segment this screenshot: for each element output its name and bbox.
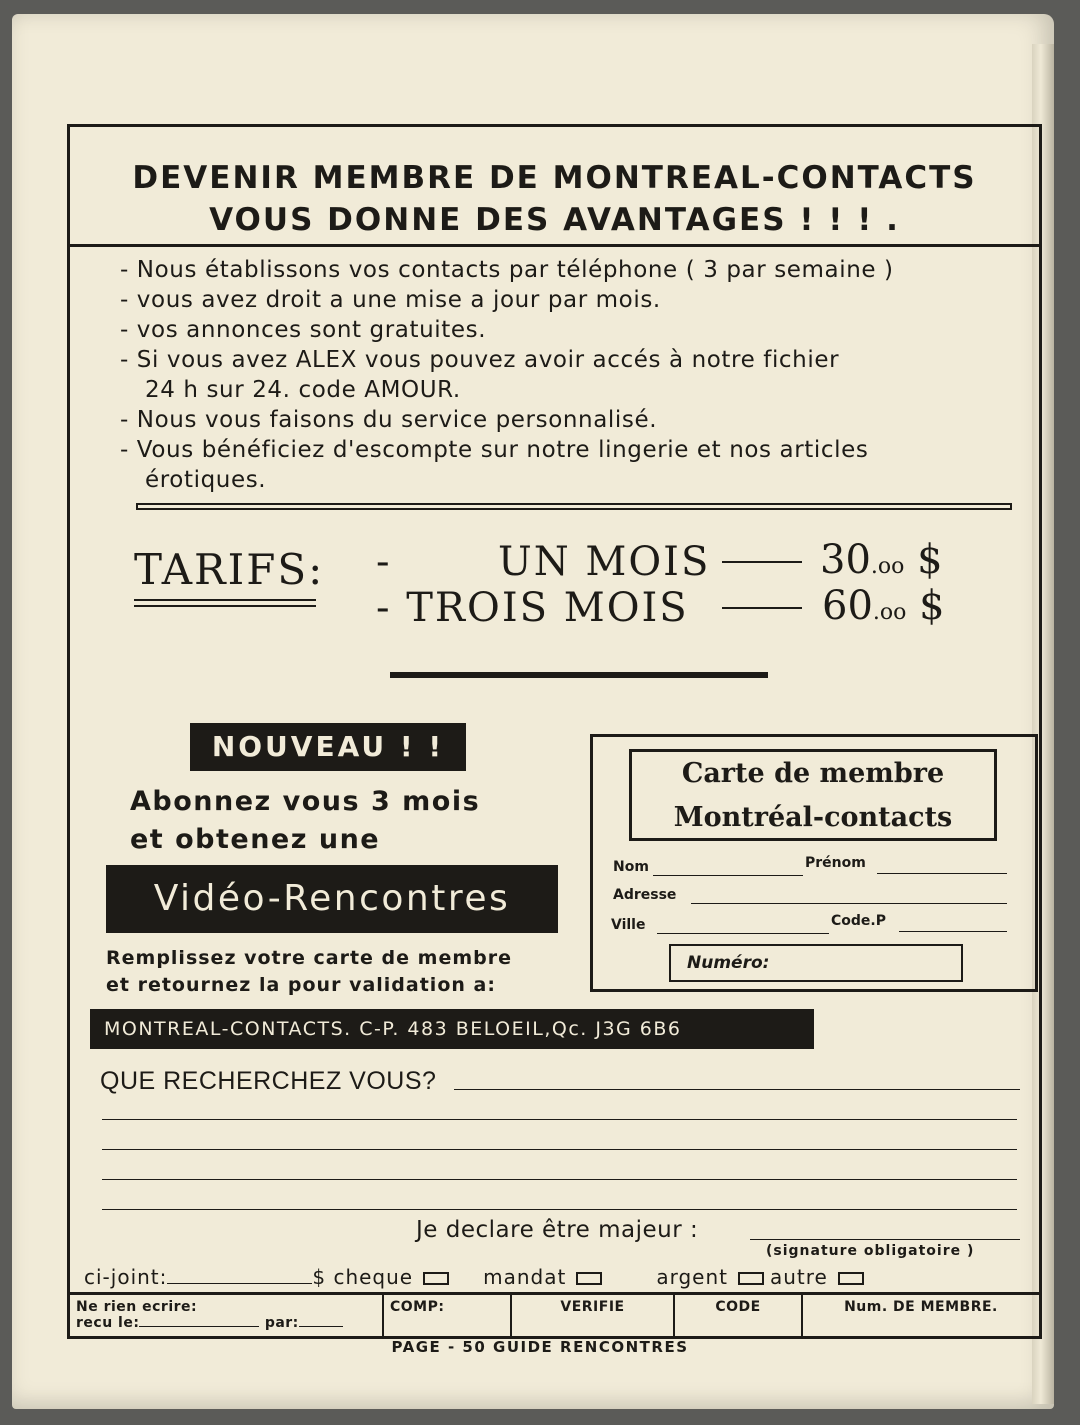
promo-line-1: Abonnez vous 3 mois — [130, 786, 481, 817]
header-line-2: VOUS DONNE DES AVANTAGES ! ! ! . — [209, 202, 900, 238]
tarif-leader-line — [722, 607, 802, 609]
comp-cell: COMP: — [384, 1295, 512, 1339]
video-rencontres-banner: Vidéo-Rencontres — [106, 865, 558, 933]
mandat-label: mandat — [483, 1265, 567, 1289]
instructions-line-1: Remplissez votre carte de membre — [106, 947, 512, 969]
header-line-1: DEVENIR MEMBRE DE MONTREAL-CONTACTS — [132, 160, 977, 196]
numero-field[interactable]: Numéro: — [669, 944, 963, 982]
answer-line[interactable] — [102, 1179, 1017, 1180]
par-label: par: — [264, 1315, 299, 1331]
ville-label: Ville — [611, 917, 646, 933]
recu-input-line[interactable] — [139, 1326, 259, 1327]
card-title-line-2: Montréal-contacts — [673, 802, 953, 833]
declaration-label: Je declare être majeur : — [416, 1217, 699, 1243]
benefits-list — [120, 255, 1030, 495]
tarif-leader-line — [722, 561, 802, 563]
answer-line[interactable] — [102, 1209, 1017, 1210]
magazine-page — [12, 14, 1054, 1409]
member-number-cell: Num. DE MEMBRE. — [844, 1299, 998, 1315]
mandat-checkbox[interactable] — [576, 1272, 602, 1285]
adresse-label: Adresse — [613, 887, 677, 903]
par-input-line[interactable] — [299, 1326, 343, 1327]
page-footer: PAGE - 50 GUIDE RENCONTRES — [391, 1338, 689, 1356]
office-use-table — [70, 1292, 1039, 1339]
price-cents: .oo — [872, 600, 907, 625]
question-label: QUE RECHERCHEZ VOUS? — [100, 1067, 437, 1095]
amount-input-line[interactable] — [167, 1269, 312, 1284]
prenom-label: Prénom — [805, 855, 866, 871]
price-three-months — [822, 583, 945, 629]
benefit-item: - vos annonces sont gratuites. — [120, 317, 487, 343]
adresse-input-line[interactable] — [691, 903, 1007, 904]
price-amount: 60 — [822, 583, 873, 629]
membership-card — [590, 734, 1038, 992]
autre-label: autre — [769, 1265, 828, 1289]
answer-line[interactable] — [102, 1119, 1017, 1120]
verifie-cell: VERIFIE — [512, 1295, 675, 1339]
ne-rien-label: Ne rien ecrire: — [76, 1299, 198, 1315]
benefit-item-continued: érotiques. — [145, 467, 267, 493]
cheque-checkbox[interactable] — [423, 1272, 449, 1285]
answer-line[interactable] — [102, 1149, 1017, 1150]
nom-label: Nom — [613, 859, 649, 875]
promo-text — [130, 783, 480, 859]
benefit-item: - Nous établissons vos contacts par téléphone ( 3 par semaine ) — [120, 257, 894, 283]
benefit-item: - Nous vous faisons du service personnalisé. — [120, 407, 658, 433]
tarif-dash-1: - — [376, 539, 392, 585]
nom-input-line[interactable] — [653, 875, 803, 876]
card-title-line-1: Carte de membre — [681, 758, 945, 789]
benefit-item-continued: 24 h sur 24. code AMOUR. — [145, 377, 461, 403]
signature-note: (signature obligatoire ) — [766, 1243, 975, 1259]
instructions-line-2: et retournez la pour validation a: — [106, 974, 496, 996]
benefit-item: - Vous bénéficiez d'escompte sur notre lingerie et nos articles — [120, 437, 869, 463]
name-field-row — [613, 859, 649, 875]
price-amount: 30 — [820, 537, 871, 583]
currency-symbol: $ — [919, 583, 945, 629]
tarifs-underline — [134, 599, 316, 607]
code-postal-label: Code.P — [831, 913, 886, 929]
ci-joint-label: ci-joint: — [84, 1265, 168, 1289]
instructions-text — [106, 945, 512, 999]
recu-row — [76, 1315, 376, 1331]
price-one-month — [820, 537, 943, 583]
signature-line[interactable] — [750, 1239, 1020, 1240]
tarifs-label: TARIFS: — [134, 545, 325, 594]
card-title-box — [629, 749, 997, 841]
price-cents: .oo — [870, 554, 905, 579]
recu-label: recu le: — [76, 1315, 140, 1331]
membership-form-frame — [67, 124, 1042, 1339]
payment-row — [84, 1265, 1024, 1289]
cheque-label: $ cheque — [312, 1265, 414, 1289]
ville-input-line[interactable] — [657, 933, 829, 934]
code-cell: CODE — [675, 1295, 803, 1339]
tarif-three-months-label: - TROIS MOIS — [376, 585, 689, 631]
nouveau-badge: NOUVEAU ! ! — [190, 723, 466, 771]
mailing-address: MONTREAL-CONTACTS. C-P. 483 BELOEIL,Qc. J3G 6B6 — [90, 1009, 814, 1049]
promo-line-2: et obtenez une — [130, 824, 381, 855]
benefit-item: - vous avez droit a une mise a jour par mois. — [120, 287, 661, 313]
prenom-input-line[interactable] — [877, 873, 1007, 874]
benefit-item: - Si vous avez ALEX vous pouvez avoir accés à notre fichier — [120, 347, 840, 373]
section-divider — [390, 672, 768, 678]
code-postal-input-line[interactable] — [899, 931, 1007, 932]
form-header — [70, 127, 1039, 247]
argent-label: argent — [656, 1265, 728, 1289]
argent-checkbox[interactable] — [738, 1272, 764, 1285]
currency-symbol: $ — [917, 537, 943, 583]
office-received-cell — [70, 1295, 384, 1339]
divider-rule — [136, 503, 1012, 510]
autre-checkbox[interactable] — [838, 1272, 864, 1285]
tarif-one-month-label: UN MOIS — [498, 539, 711, 585]
answer-line[interactable] — [454, 1089, 1020, 1090]
